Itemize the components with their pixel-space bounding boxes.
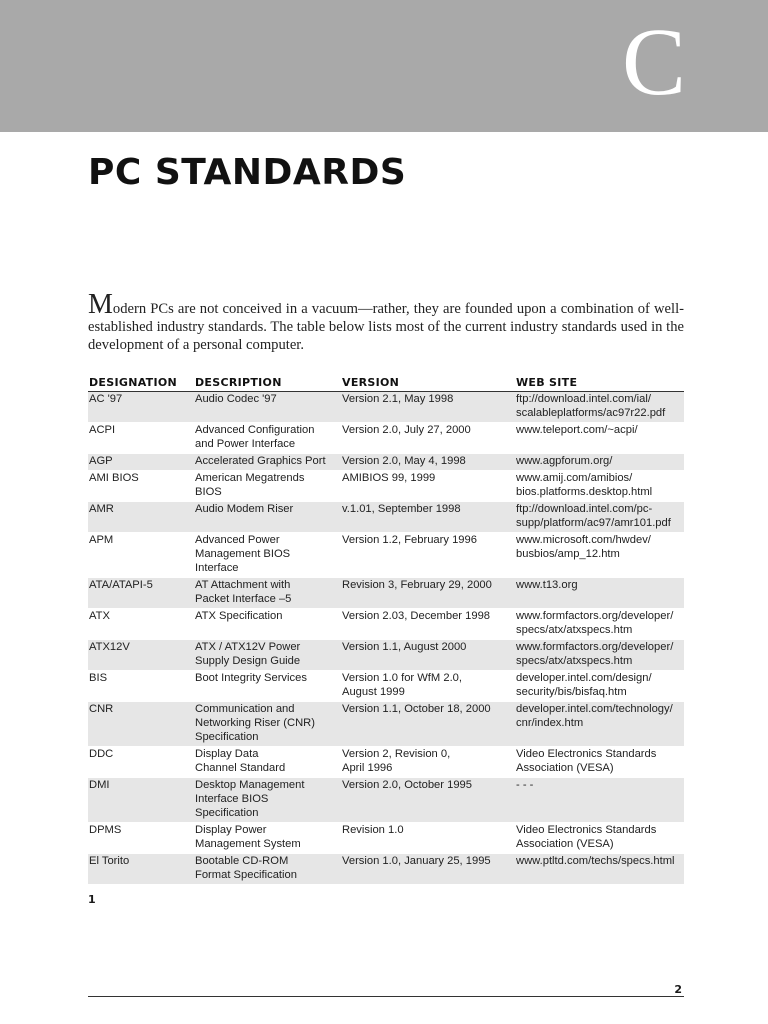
cell-description: Advanced Power Management BIOS Interface [194,533,341,578]
cell-website: developer.intel.com/design/ security/bis/bisfaq.htm [515,671,684,702]
cell-description: Display Power Management System [194,823,341,854]
cell-description: Accelerated Graphics Port [194,454,341,471]
cell-description: Audio Codec '97 [194,392,341,423]
cell-designation: CNR [88,702,194,747]
cell-website: www.t13.org [515,578,684,609]
page-title: PC STANDARDS [88,152,407,193]
cell-website: Video Electronics Standards Association (VESA) [515,823,684,854]
cell-designation: APM [88,533,194,578]
page-number-right: 2 [674,983,682,996]
cell-website: www.agpforum.org/ [515,454,684,471]
cell-designation: ATA/ATAPI-5 [88,578,194,609]
table-row [88,671,684,702]
cell-description: Desktop Management Interface BIOS Specification [194,778,341,823]
table-row [88,471,684,502]
table-row [88,702,684,747]
table-row [88,392,684,423]
cell-description: Communication and Networking Riser (CNR) Specification [194,702,341,747]
cell-version: Version 2.0, July 27, 2000 [341,423,515,454]
cell-designation: ACPI [88,423,194,454]
page-number-left: 1 [88,893,96,906]
cell-version: Version 1.1, August 2000 [341,640,515,671]
cell-version: Revision 3, February 29, 2000 [341,578,515,609]
cell-version: Version 1.1, October 18, 2000 [341,702,515,747]
cell-description: Audio Modem Riser [194,502,341,533]
cell-description: ATX / ATX12V Power Supply Design Guide [194,640,341,671]
cell-version: Version 1.0 for WfM 2.0, August 1999 [341,671,515,702]
cell-version: Version 2.1, May 1998 [341,392,515,423]
cell-website: ftp://download.intel.com/pc- supp/platform/ac97/amr101.pdf [515,502,684,533]
cell-designation: DDC [88,747,194,778]
cell-website: developer.intel.com/technology/ cnr/index.htm [515,702,684,747]
cell-version: Version 2.0, May 4, 1998 [341,454,515,471]
table-row [88,823,684,854]
standards-table-body [88,392,684,885]
cell-version: Revision 1.0 [341,823,515,854]
cell-version: v.1.01, September 1998 [341,502,515,533]
cell-designation: AC '97 [88,392,194,423]
cell-description: American Megatrends BIOS [194,471,341,502]
table-row [88,778,684,823]
cell-version: Version 1.2, February 1996 [341,533,515,578]
cell-description: Advanced Configuration and Power Interface [194,423,341,454]
cell-designation: DMI [88,778,194,823]
cell-designation: DPMS [88,823,194,854]
column-header-description: DESCRIPTION [194,374,341,392]
intro-text: odern PCs are not conceived in a vacuum—rather, they are founded upon a combination of well-established industry standards. The table below lists most of the current industry standards used in the development of a personal computer. [88,301,684,353]
cell-designation: BIS [88,671,194,702]
cell-description: AT Attachment with Packet Interface –5 [194,578,341,609]
table-header-row [88,374,684,392]
intro-paragraph [88,289,684,354]
cell-website: www.teleport.com/~acpi/ [515,423,684,454]
table-row [88,454,684,471]
table-row [88,533,684,578]
cell-description: Bootable CD-ROM Format Specification [194,854,341,885]
drop-cap: M [88,289,113,320]
cell-version: Version 1.0, January 25, 1995 [341,854,515,885]
column-header-version: VERSION [341,374,515,392]
cell-designation: AGP [88,454,194,471]
cell-version: Version 2.0, October 1995 [341,778,515,823]
cell-designation: AMR [88,502,194,533]
chapter-header-band [0,0,768,132]
table-row [88,578,684,609]
column-header-designation: DESIGNATION [88,374,194,392]
cell-website: - - - [515,778,684,823]
cell-version: AMIBIOS 99, 1999 [341,471,515,502]
cell-version: Version 2, Revision 0, April 1996 [341,747,515,778]
cell-website: ftp://download.intel.com/ial/ scalableplatforms/ac97r22.pdf [515,392,684,423]
cell-website: www.amij.com/amibios/ bios.platforms.desktop.html [515,471,684,502]
cell-description: ATX Specification [194,609,341,640]
column-header-website: WEB SITE [515,374,684,392]
table-row [88,854,684,885]
cell-designation: AMI BIOS [88,471,194,502]
cell-website: Video Electronics Standards Association (VESA) [515,747,684,778]
cell-designation: ATX12V [88,640,194,671]
cell-designation: El Torito [88,854,194,885]
cell-version: Version 2.03, December 1998 [341,609,515,640]
cell-description: Display Data Channel Standard [194,747,341,778]
standards-table [88,374,684,885]
chapter-letter: C [621,8,686,115]
cell-website: www.microsoft.com/hwdev/ busbios/amp_12.htm [515,533,684,578]
table-row [88,640,684,671]
table-row [88,423,684,454]
table-row [88,747,684,778]
cell-website: www.formfactors.org/developer/ specs/atx/atxspecs.htm [515,640,684,671]
cell-designation: ATX [88,609,194,640]
footer-divider [88,996,684,997]
cell-website: www.ptltd.com/techs/specs.html [515,854,684,885]
cell-description: Boot Integrity Services [194,671,341,702]
table-row [88,502,684,533]
table-row [88,609,684,640]
cell-website: www.formfactors.org/developer/ specs/atx/atxspecs.htm [515,609,684,640]
